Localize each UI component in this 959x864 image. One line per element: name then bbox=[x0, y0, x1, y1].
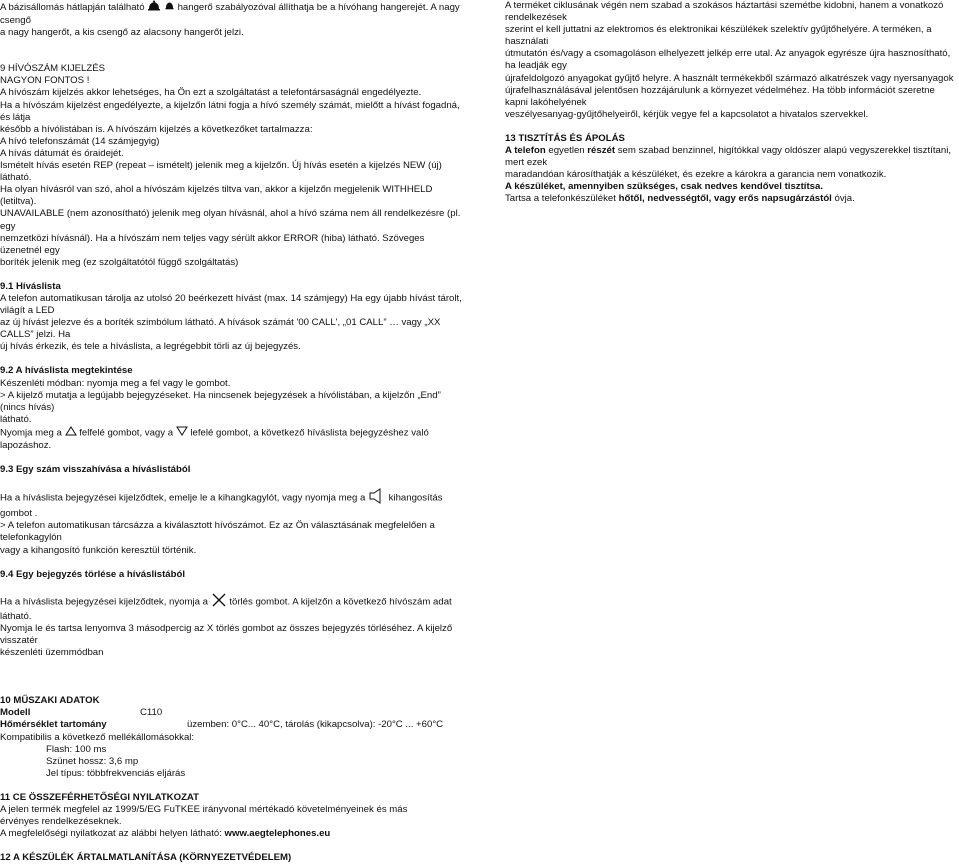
left-column bbox=[0, 0, 462, 864]
env-line: szerint el kell juttatni az elektromos és elektronikai készülékek szelektív gyűjtőhelyére. A terméken, a használati bbox=[505, 24, 932, 48]
bell-large-icon bbox=[147, 0, 161, 15]
section-10-title: 10 MŰSZAKI ADATOK bbox=[0, 695, 100, 707]
down-arrow-icon bbox=[176, 426, 188, 440]
s13-text: egyetlen bbox=[545, 145, 588, 157]
s92-line: látható. bbox=[0, 413, 32, 425]
s9-line: A hívószám kijelzés akkor lehetséges, ha Ön ezt a szolgáltatást a telefontársaságnál engedélyezte. bbox=[0, 87, 422, 99]
delete-x-icon bbox=[211, 593, 227, 611]
section-9-4-title: 9.4 Egy bejegyzés törlése a híváslistából bbox=[0, 568, 186, 580]
s94-line: készenléti üzemmódban bbox=[0, 647, 104, 659]
section-11-title: 11 CE ÖSSZEFÉRHETŐSÉGI NYILATKOZAT bbox=[0, 791, 200, 803]
compat-line: Kompatibilis a következő mellékállomásokkal: bbox=[0, 731, 195, 743]
s93-text: kihangosítás gombot . bbox=[0, 492, 443, 520]
speaker-icon bbox=[368, 488, 386, 508]
s93-line: > A telefon automatikusan tárcsázza a kiválasztott hívószámot. Ez az Ön választásának megfelelően a telefonkagylón bbox=[0, 520, 435, 544]
s91-line: A telefon automatikusan tárolja az utolsó 20 beérkezett hívást (max. 14 számjegy) Ha egy újabb hívást tárolt, világít a LED bbox=[0, 292, 462, 317]
important-note: NAGYON FONTOS ! bbox=[0, 75, 90, 87]
up-arrow-icon bbox=[65, 426, 77, 440]
s11-text: A megfelelőségi nyilatkozat az alábbi helyen látható: bbox=[0, 828, 222, 840]
intro-text-2: hangerő szabályozóval állíthatja be a hívóhang hangerejét. A nagy csengő bbox=[0, 2, 460, 27]
spec-label: Hőmérséklet tartomány bbox=[0, 719, 107, 731]
s92-text: felfelé gombot, vagy a bbox=[79, 427, 174, 439]
s11-line: érvényes rendelkezéseknek. bbox=[0, 816, 122, 828]
s9-line: Ha olyan hívásról van szó, ahol a hívószám kijelzés tiltva van, akkor a kijelzőn megjelenik WITHHELD (letiltva). bbox=[0, 184, 433, 208]
s93-text: Ha a híváslista bejegyzései kijelződtek, emelje le a kihangkagylót, vagy nyomja meg a bbox=[0, 492, 366, 504]
s9-line: UNAVAILABLE (nem azonosítható) jelenik meg olyan hívásnál, ahol a hívó száma nem áll rendelkezésre (pl. egy bbox=[0, 208, 461, 232]
s9-line: nemzetközi hívásnál). Ha a hívószám nem teljes vagy sérült akkor ERROR (hiba) látható. Szöveges üzenetnél egy bbox=[0, 232, 425, 256]
env-line: újrafelhasználásával jelentősen hozzájárulunk a környezet védelméhez. Ha több információt szeretne kapni lakóhelyének bbox=[505, 84, 935, 108]
s91-line: új hívás érkezik, és tele a híváslista, a legrégebbit törli az új bejegyzés. bbox=[0, 341, 301, 353]
s9-line: Ismételt hívás esetén REP (repeat – ismételt) jelenik meg a kijelzőn. Új hívás esetén a kijelzés NEW (új) látható. bbox=[0, 160, 442, 184]
spec-value: üzemben: 0°C... 40°C, tárolás (kikapcsolva): -20°C ... +60°C bbox=[187, 719, 444, 731]
s13-text: hőtől, nedvességtől, vagy erős napsugárzástól bbox=[618, 193, 832, 205]
s13-text: Tartsa a telefonkészüléket bbox=[505, 193, 619, 205]
s13-text: óvja. bbox=[831, 193, 855, 205]
s93-line: vagy a kihangosító funkción keresztül történik. bbox=[0, 544, 197, 556]
s92-text: Nyomja meg a bbox=[0, 427, 62, 439]
s91-line: az új hívást jelezve és a boríték szimbólum látható. A hívások számát '00 CALL', „01 CALL” … vagy „XX CALLS” jelzi. Ha bbox=[0, 317, 441, 341]
right-column bbox=[505, 0, 959, 206]
s11-line bbox=[0, 828, 462, 840]
section-12-title: 12 A KÉSZÜLÉK ÁRTALMATLANÍTÁSA (KÖRNYEZETVÉDELEM) bbox=[0, 852, 292, 864]
section-9-2-title: 9.2 A híváslista megtekintése bbox=[0, 365, 133, 377]
intro-line-2: a nagy hangerőt, a kis csengő az alacsony hangerőt jelzi. bbox=[0, 27, 244, 39]
section-13-title: 13 TISZTÍTÁS ÉS ÁPOLÁS bbox=[505, 132, 625, 144]
s93-line bbox=[0, 488, 462, 520]
s13-line bbox=[505, 193, 959, 205]
s11-line: A jelen termék megfelel az 1999/5/EG FuTKEE irányvonal mértékadó követelményeinek és más bbox=[0, 803, 408, 815]
spec-value: C110 bbox=[140, 707, 163, 719]
spec-label: Modell bbox=[0, 707, 31, 719]
s13-text: részét bbox=[587, 145, 616, 157]
s9-line: boríték jelenik meg (ez szolgáltatótól függő szolgáltatás) bbox=[0, 256, 239, 268]
s94-line bbox=[0, 593, 462, 623]
s13-text: A telefon bbox=[505, 145, 546, 157]
s9-line: később a hívólistában is. A hívószám kijelzés a következőket tartalmazza: bbox=[0, 123, 313, 135]
intro-line-1 bbox=[0, 0, 462, 27]
s13-line bbox=[505, 145, 959, 169]
env-line: A terméket ciklusának végén nem szabad a szokásos háztartási szemétbe kidobni, hanem a vonatkozó rendelkezések bbox=[505, 0, 944, 24]
s94-text: Ha a híváslista bejegyzései kijelződtek, nyomja a bbox=[0, 596, 208, 608]
section-9-title: 9 HÍVÓSZÁM KIJELZÉS bbox=[0, 63, 106, 75]
bell-small-icon bbox=[164, 0, 175, 15]
s92-line: > A kijelző mutatja a legújabb bejegyzéseket. Ha nincsenek bejegyzések a hívólistában, a kijelzőn „End” (nincs hívás) bbox=[0, 389, 441, 413]
s13-text: sem szabad benzinnel, higítókkal vagy oldószer alapú vegyszerekkel tisztítani, mert ezek bbox=[505, 145, 951, 169]
spec-temp-row bbox=[0, 719, 462, 731]
s94-line: Nyomja le és tartsa lenyomva 3 másodpercig az X törlés gombot az összes bejegyzés törléséhez. A kijelző visszatér bbox=[0, 622, 453, 647]
env-line: útmutatón és/vagy a csomagoláson elhelyezett jelkép erre utal. Az anyagok egyrésze újra hasznosítható, ha leadják egy bbox=[505, 48, 951, 72]
intro-text: A bázisállomás hátlapján található bbox=[0, 2, 145, 14]
s92-line bbox=[0, 426, 462, 452]
s9-line: Ha a hívószám kijelzést engedélyezte, a kijelzőn látni fogja a hívó személy számát, mielőtt a hívást fogadná, és látja bbox=[0, 99, 460, 123]
section-9-1-title: 9.1 Híváslista bbox=[0, 280, 61, 292]
s94-text: törlés gombot. A kijelzőn a következő hívószám adat látható. bbox=[0, 596, 452, 622]
s92-line: Készenléti módban: nyomja meg a fel vagy le gombot. bbox=[0, 377, 231, 389]
spec-item: Jel típus: többfrekvenciás eljárás bbox=[46, 767, 186, 779]
website-link[interactable]: www.aegtelephones.eu bbox=[224, 828, 331, 840]
s92-text: lefelé gombot, a következő híváslista bejegyzéshez való lapozáshoz. bbox=[0, 427, 429, 451]
env-line: újrafeldolgozó anyagokat gyűjtő helyre. A használt termékekből származó alkatrészek vagy nyersanyagok bbox=[505, 72, 954, 84]
spec-item: Flash: 100 ms bbox=[46, 743, 107, 755]
s9-line: A hívó telefonszámát (14 számjegyig) bbox=[0, 135, 160, 147]
s13-line: maradandóan károsíthatják a készüléket, és ezekre a károkra a garancia nem vonatkozik. bbox=[505, 169, 887, 181]
s9-line: A hívás dátumát és óraidejét. bbox=[0, 147, 124, 159]
env-line: veszélyesanyag-gyűjtőhelyeiről, kérjük vegye fel a kapcsolatot a hivatalos szervekkel. bbox=[505, 108, 869, 120]
spec-item: Szünet hossz: 3,6 mp bbox=[46, 755, 139, 767]
spec-model-row bbox=[0, 707, 462, 719]
section-9-3-title: 9.3 Egy szám visszahívása a híváslistából bbox=[0, 464, 191, 476]
s13-line: A készüléket, amennyiben szükséges, csak nedves kendővel tisztítsa. bbox=[505, 181, 823, 193]
